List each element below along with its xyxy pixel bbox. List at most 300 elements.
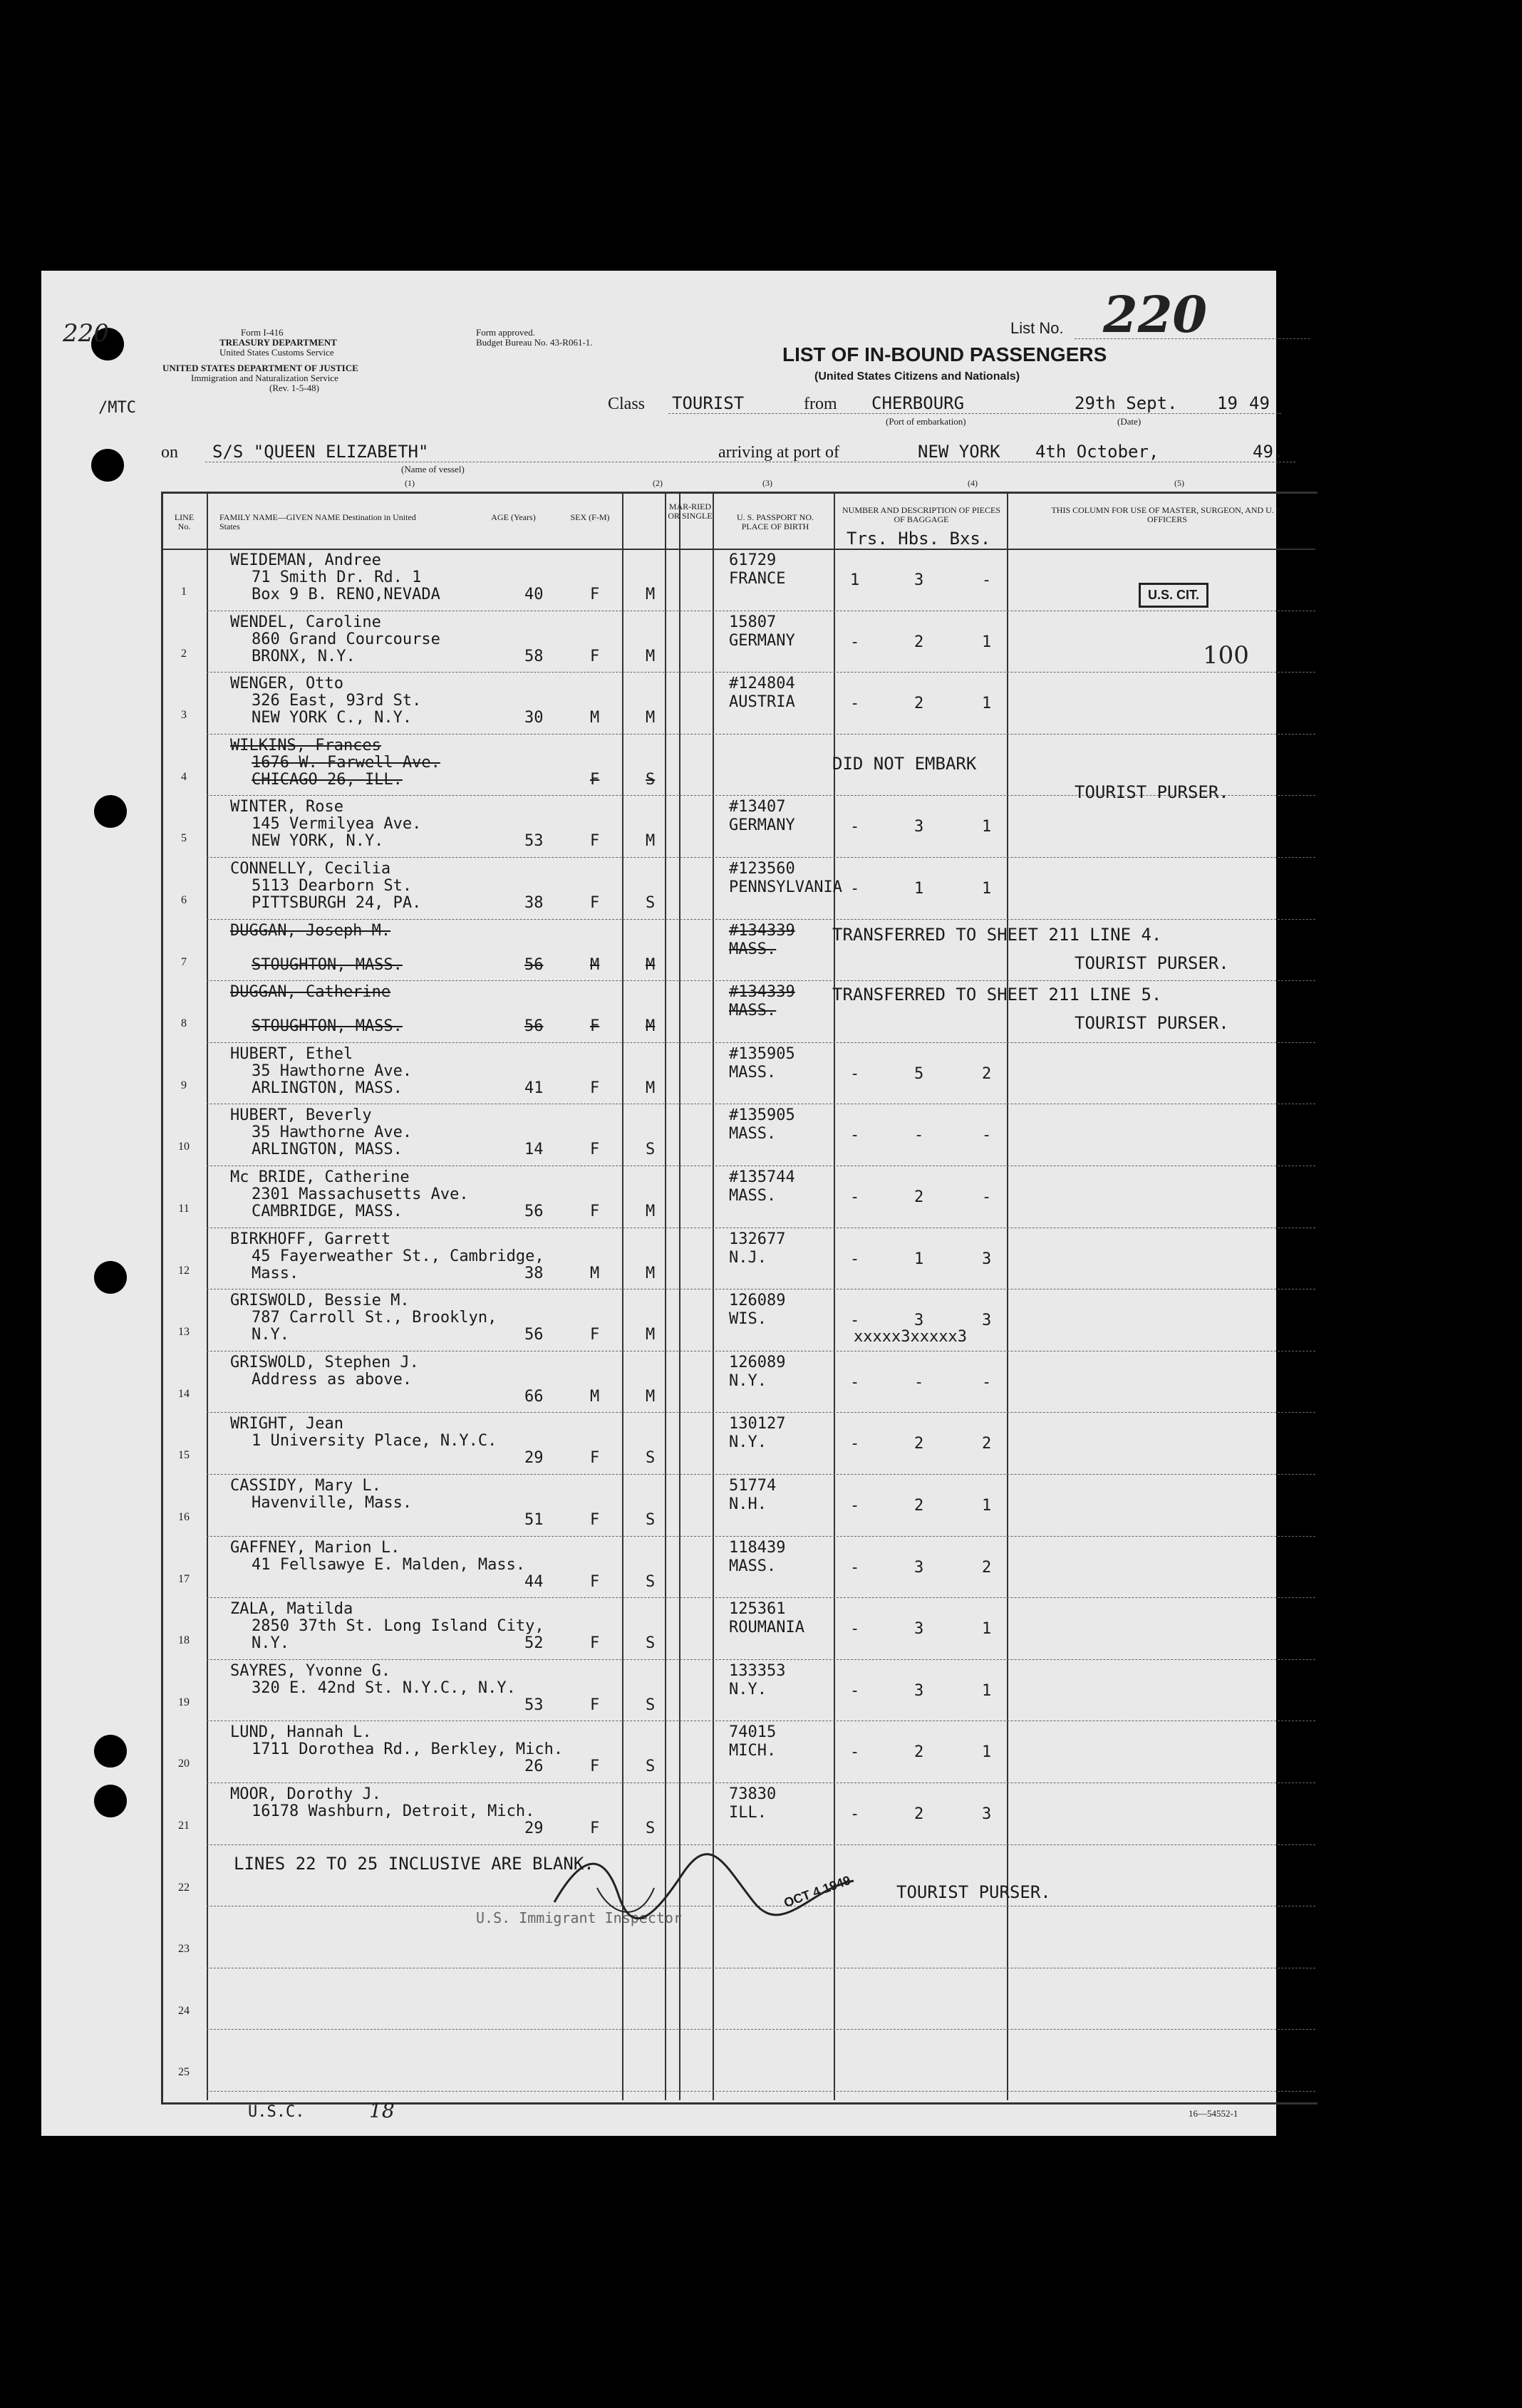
- passport-number: 15807: [729, 613, 777, 631]
- col-head-name: FAMILY NAME—GIVEN NAME Destination in United States: [219, 512, 416, 531]
- place-of-birth: MASS.: [729, 1187, 777, 1205]
- passenger-age: 53: [524, 832, 544, 851]
- row-divider: [207, 1782, 1315, 1783]
- marital-status: M: [646, 586, 656, 603]
- passport-number: #135905: [729, 1106, 795, 1125]
- row-divider: [207, 1412, 1315, 1413]
- passenger-age: 29: [524, 1820, 544, 1837]
- arrival-date: 4th October,: [1035, 442, 1159, 462]
- passenger-age: 56: [524, 1326, 544, 1344]
- line-number: 10: [178, 1141, 190, 1153]
- list-no-label: List No.: [1010, 319, 1064, 337]
- passenger-address: 2301 Massachusetts Ave.: [252, 1185, 469, 1203]
- col-head-sex: SEX (F-M): [570, 512, 610, 522]
- row-divider: [207, 672, 1315, 673]
- passenger-city: Mass.: [252, 1264, 299, 1282]
- line-number: 17: [178, 1572, 190, 1585]
- marital-status: M: [646, 1326, 656, 1344]
- baggage-boxes: 1: [982, 1681, 992, 1700]
- baggage-trunks: -: [850, 880, 860, 898]
- marital-status: M: [646, 1079, 656, 1097]
- baggage-handbags: 2: [914, 633, 924, 651]
- purser-signature-label: TOURIST PURSER.: [896, 1882, 1051, 1902]
- passenger-sex: F: [590, 1634, 600, 1653]
- line-number: 18: [178, 1634, 190, 1647]
- passenger-age: 30: [524, 709, 544, 727]
- row-divider: [207, 980, 1315, 981]
- passenger-age: 56: [524, 1017, 544, 1036]
- passenger-age: 52: [524, 1634, 544, 1653]
- row-divider: [207, 2029, 1315, 2030]
- passenger-city: STOUGHTON, MASS.: [252, 1017, 403, 1036]
- col-label-2: (2): [653, 478, 663, 488]
- passenger-name: WINTER, Rose: [230, 798, 343, 816]
- passport-number: 61729: [729, 551, 777, 569]
- baggage-boxes: 1: [982, 1743, 992, 1762]
- passport-number: 126089: [729, 1292, 786, 1310]
- line-number: 7: [181, 955, 187, 968]
- passenger-age: 66: [524, 1387, 544, 1406]
- passenger-age: 56: [524, 955, 544, 974]
- place-of-birth: N.Y.: [729, 1433, 767, 1452]
- line-number: 8: [181, 1017, 187, 1030]
- baggage-trunks: -: [850, 1743, 860, 1762]
- punch-hole: [91, 449, 124, 482]
- baggage-trunks: -: [850, 1312, 860, 1330]
- place-of-birth: MASS.: [729, 1125, 777, 1143]
- margin-number: 220: [63, 319, 109, 348]
- row-divider: [207, 1042, 1315, 1043]
- passenger-address: 2850 37th St. Long Island City,: [252, 1617, 544, 1636]
- line-number: 13: [178, 1326, 190, 1339]
- transferred-note-4: TRANSFERRED TO SHEET 211 LINE 4.: [832, 925, 1162, 945]
- passenger-sex: F: [590, 1572, 600, 1591]
- baggage-handbags: -: [914, 1373, 924, 1391]
- place-of-birth: MICH.: [729, 1742, 777, 1760]
- marital-status: M: [646, 955, 656, 974]
- baggage-handbags: -: [914, 1126, 924, 1145]
- passenger-name: SAYRES, Yvonne G.: [230, 1661, 391, 1680]
- passenger-address: 787 Carroll St., Brooklyn,: [252, 1309, 497, 1327]
- passenger-city: CHICAGO 26, ILL.: [252, 770, 403, 789]
- passenger-sex: F: [590, 1079, 600, 1097]
- passport-number: #13407: [729, 798, 786, 816]
- list-no-line: [1075, 338, 1310, 339]
- vessel-caption: (Name of vessel): [401, 464, 465, 474]
- passenger-name: WRIGHT, Jean: [230, 1415, 343, 1433]
- passenger-age: 38: [524, 1264, 544, 1282]
- place-of-birth: N.J.: [729, 1248, 767, 1267]
- line-number: 14: [178, 1387, 190, 1400]
- line-number: 16: [178, 1511, 190, 1523]
- passenger-name: MOOR, Dorothy J.: [230, 1785, 381, 1803]
- baggage-boxes: -: [982, 1373, 992, 1391]
- year-value: 49: [1249, 393, 1270, 413]
- passenger-city: N.Y.: [252, 1634, 289, 1653]
- from-label: from: [804, 395, 837, 413]
- passport-number: #135744: [729, 1168, 795, 1186]
- baggage-handbags: 3: [914, 1558, 924, 1577]
- passenger-name: HUBERT, Beverly: [230, 1106, 372, 1125]
- marital-status: S: [646, 770, 656, 789]
- arrival-port: NEW YORK: [918, 442, 1000, 462]
- place-of-birth: N.Y.: [729, 1371, 767, 1390]
- baggage-handbags: 2: [914, 1435, 924, 1453]
- passenger-name: HUBERT, Ethel: [230, 1044, 353, 1063]
- note-100: 100: [1203, 641, 1249, 670]
- passenger-name: CASSIDY, Mary L.: [230, 1477, 381, 1495]
- passenger-address: Address as above.: [252, 1370, 413, 1389]
- purser-note-4: TOURIST PURSER.: [1075, 782, 1229, 802]
- passenger-city: CAMBRIDGE, MASS.: [252, 1203, 403, 1220]
- passenger-name: WILKINS, Frances: [230, 736, 381, 754]
- place-of-birth: AUSTRIA: [729, 693, 795, 712]
- baggage-handbags: 3: [914, 1312, 924, 1330]
- passport-number: #124804: [729, 675, 795, 693]
- place-of-birth: N.H.: [729, 1495, 767, 1513]
- line-number: 4: [181, 770, 187, 783]
- passport-number: 118439: [729, 1538, 786, 1557]
- vessel-name: S/S "QUEEN ELIZABETH": [212, 442, 429, 462]
- line-number: 12: [178, 1264, 190, 1277]
- row-divider: [207, 1474, 1315, 1475]
- passenger-age: 41: [524, 1079, 544, 1097]
- baggage-trunks: -: [850, 1805, 860, 1823]
- passport-number: #134339: [729, 983, 795, 1002]
- passenger-age: 26: [524, 1758, 544, 1776]
- line-number: 23: [178, 1943, 190, 1956]
- passport-number: 73830: [729, 1785, 777, 1803]
- marital-status: S: [646, 1511, 656, 1529]
- passenger-sex: M: [590, 955, 600, 974]
- passenger-city: PITTSBURGH 24, PA.: [252, 894, 422, 912]
- row-divider: [207, 1536, 1315, 1537]
- baggage-trunks: -: [850, 1250, 860, 1268]
- passenger-name: DUGGAN, Catherine: [230, 983, 391, 1002]
- purser-note-8: TOURIST PURSER.: [1075, 1013, 1229, 1033]
- date-stamp: OCT 4 1949: [782, 1872, 853, 1911]
- col-head-married: MAR-RIED OR SINGLE: [668, 502, 713, 521]
- inspector-signature: [540, 1845, 896, 1931]
- class-line: [668, 413, 1281, 414]
- row-divider: [207, 919, 1315, 920]
- passenger-age: 40: [524, 586, 544, 603]
- revision: (Rev. 1-5-48): [269, 383, 319, 393]
- marital-status: M: [646, 1017, 656, 1036]
- col-label-3: (3): [762, 478, 772, 488]
- on-label: on: [161, 443, 178, 462]
- col-label-1: (1): [405, 478, 415, 488]
- passenger-address: 320 E. 42nd St. N.Y.C., N.Y.: [252, 1678, 516, 1697]
- footer-number: 18: [369, 2099, 395, 2122]
- baggage-trunks: -: [850, 1681, 860, 1700]
- embark-date: 29th Sept.: [1075, 393, 1178, 413]
- passenger-address: 41 Fellsawye E. Malden, Mass.: [252, 1555, 526, 1574]
- passenger-sex: F: [590, 1017, 600, 1036]
- marital-status: S: [646, 1820, 656, 1837]
- baggage-trunks: -: [850, 633, 860, 651]
- marital-status: S: [646, 1634, 656, 1653]
- baggage-trunks: -: [850, 1558, 860, 1577]
- col-head-age: AGE (Years): [491, 512, 536, 522]
- place-of-birth: GERMANY: [729, 631, 795, 650]
- passenger-age: 44: [524, 1572, 544, 1591]
- passenger-name: ZALA, Matilda: [230, 1600, 353, 1619]
- marital-status: S: [646, 1141, 656, 1159]
- marital-status: S: [646, 894, 656, 912]
- passenger-name: WEIDEMAN, Andree: [230, 551, 381, 569]
- passenger-sex: F: [590, 1696, 600, 1714]
- passenger-city: N.Y.: [252, 1326, 289, 1344]
- passenger-city: BRONX, N.Y.: [252, 647, 356, 665]
- passenger-age: 51: [524, 1511, 544, 1529]
- passport-number: #123560: [729, 860, 795, 878]
- place-of-birth: MASS.: [729, 1002, 777, 1020]
- baggage-handbags: 2: [914, 1497, 924, 1515]
- place-of-birth: N.Y.: [729, 1680, 767, 1698]
- us-citizen-stamp: U.S. CIT.: [1139, 583, 1208, 608]
- marital-status: M: [646, 709, 656, 727]
- passenger-age: 38: [524, 894, 544, 912]
- ins-label: Immigration and Naturalization Service: [191, 373, 338, 383]
- baggage-boxes: -: [982, 1126, 992, 1145]
- passenger-address: 71 Smith Dr. Rd. 1: [252, 569, 422, 586]
- marital-status: S: [646, 1449, 656, 1468]
- marital-status: S: [646, 1696, 656, 1714]
- baggage-boxes: 3: [982, 1805, 992, 1823]
- passenger-sex: F: [590, 832, 600, 851]
- passenger-address: 1711 Dorothea Rd., Berkley, Mich.: [252, 1740, 564, 1759]
- passenger-sex: F: [590, 647, 600, 665]
- passenger-name: GAFFNEY, Marion L.: [230, 1538, 400, 1557]
- place-of-birth: MASS.: [729, 1063, 777, 1081]
- baggage-trunks: -: [850, 1435, 860, 1453]
- date-caption: (Date): [1117, 416, 1142, 427]
- baggage-trunks: -: [850, 1620, 860, 1639]
- passenger-age: 56: [524, 1203, 544, 1220]
- passenger-sex: F: [590, 586, 600, 603]
- inspector-label: U.S. Immigrant Inspector: [476, 1909, 682, 1926]
- baggage-handbags: 3: [914, 818, 924, 836]
- passenger-sex: F: [590, 1758, 600, 1776]
- baggage-trunks: -: [850, 1373, 860, 1391]
- treasury-label: TREASURY DEPARTMENT: [219, 337, 337, 348]
- class-label: Class: [608, 395, 646, 413]
- did-not-embark-note: DID NOT EMBARK: [832, 754, 977, 774]
- line-number: 21: [178, 1820, 190, 1832]
- margin-note: /MTC: [98, 399, 136, 417]
- passenger-name: GRISWOLD, Bessie M.: [230, 1292, 410, 1310]
- baggage-handbags: 3: [914, 1681, 924, 1700]
- passenger-sex: F: [590, 1820, 600, 1837]
- col-head-officers: THIS COLUMN FOR USE OF MASTER, SURGEON, AND U. S. OFFICERS: [1051, 505, 1283, 524]
- passenger-name: CONNELLY, Cecilia: [230, 860, 391, 878]
- baggage-handbags: 3: [914, 571, 924, 589]
- passenger-address: 860 Grand Courcourse: [252, 630, 440, 648]
- passenger-sex: F: [590, 1449, 600, 1468]
- marital-status: M: [646, 1203, 656, 1220]
- passenger-address: 16178 Washburn, Detroit, Mich.: [252, 1802, 535, 1820]
- passport-number: 132677: [729, 1230, 786, 1248]
- place-of-birth: GERMANY: [729, 816, 795, 835]
- row-divider: [207, 734, 1315, 735]
- passenger-name: BIRKHOFF, Garrett: [230, 1230, 391, 1248]
- port-caption: (Port of embarkation): [886, 416, 966, 427]
- baggage-handbags: 2: [914, 1805, 924, 1823]
- col-head-line: LINE No.: [174, 512, 195, 531]
- marital-status: M: [646, 1264, 656, 1282]
- baggage-boxes: 1: [982, 880, 992, 898]
- header-divider: [161, 549, 1315, 550]
- line-number: 6: [181, 894, 187, 906]
- marital-status: M: [646, 1387, 656, 1406]
- form-approved: Form approved.: [476, 327, 536, 338]
- baggage-handbags: 2: [914, 1743, 924, 1762]
- passenger-name: GRISWOLD, Stephen J.: [230, 1353, 419, 1371]
- passenger-sex: M: [590, 709, 600, 727]
- passenger-age: 29: [524, 1449, 544, 1468]
- place-of-birth: ROUMANIA: [729, 1619, 804, 1637]
- passport-number: 130127: [729, 1415, 786, 1433]
- passenger-sex: M: [590, 1264, 600, 1282]
- baggage-boxes: 1: [982, 1620, 992, 1639]
- passenger-sex: F: [590, 1203, 600, 1220]
- passport-number: 51774: [729, 1477, 777, 1495]
- line-number: 3: [181, 709, 187, 722]
- line-number: 22: [178, 1881, 190, 1894]
- line-number: 2: [181, 647, 187, 660]
- arriving-label: arriving at port of: [718, 443, 839, 462]
- baggage-boxes: -: [982, 571, 992, 589]
- col-label-5: (5): [1174, 478, 1184, 488]
- passport-number: 126089: [729, 1353, 786, 1371]
- passenger-city: Box 9 B. RENO,NEVADA: [252, 586, 440, 603]
- passport-number: 125361: [729, 1600, 786, 1619]
- punch-hole: [94, 1261, 127, 1294]
- passenger-address: Havenville, Mass.: [252, 1494, 413, 1512]
- passenger-age: 53: [524, 1696, 544, 1714]
- baggage-boxes: -: [982, 1188, 992, 1206]
- page-subtitle: (United States Citizens and Nationals): [814, 370, 1020, 383]
- passenger-address: 35 Hawthorne Ave.: [252, 1062, 413, 1080]
- passenger-address: 326 East, 93rd St.: [252, 692, 422, 710]
- place-of-birth: MASS.: [729, 1557, 777, 1575]
- passenger-sex: F: [590, 770, 600, 789]
- punch-hole: [94, 1785, 127, 1817]
- baggage-handbags: 1: [914, 1250, 924, 1268]
- passenger-list-sheet: [41, 271, 1284, 2136]
- page-title: LIST OF IN-BOUND PASSENGERS: [782, 343, 1107, 365]
- line-number: 19: [178, 1696, 190, 1708]
- baggage-boxes: 1: [982, 1497, 992, 1515]
- baggage-trunks: -: [850, 695, 860, 713]
- passport-number: 74015: [729, 1723, 777, 1742]
- purser-note-7: TOURIST PURSER.: [1075, 953, 1229, 973]
- row-divider: [207, 2091, 1315, 2092]
- passenger-city: ARLINGTON, MASS.: [252, 1141, 403, 1159]
- place-of-birth: WIS.: [729, 1310, 767, 1329]
- passenger-city: ARLINGTON, MASS.: [252, 1079, 403, 1097]
- passenger-sex: F: [590, 1326, 600, 1344]
- transferred-note-5: TRANSFERRED TO SHEET 211 LINE 5.: [832, 985, 1162, 1005]
- line-number: 15: [178, 1449, 190, 1462]
- baggage-boxes: 2: [982, 1435, 992, 1453]
- marital-status: M: [646, 832, 656, 851]
- col-label-4: (4): [968, 478, 978, 488]
- passenger-sex: F: [590, 1141, 600, 1159]
- place-of-birth: PENNSYLVANIA: [729, 878, 842, 896]
- passenger-address: 145 Vermilyea Ave.: [252, 815, 422, 834]
- lines-blank-note: LINES 22 TO 25 INCLUSIVE ARE BLANK.: [234, 1854, 594, 1874]
- marital-status: S: [646, 1572, 656, 1591]
- passenger-address: 45 Fayerweather St., Cambridge,: [252, 1247, 544, 1265]
- passenger-city: NEW YORK, N.Y.: [252, 832, 384, 851]
- line-number: 9: [181, 1079, 187, 1091]
- budget-bureau: Budget Bureau No. 43-R061-1.: [476, 337, 593, 348]
- passenger-name: WENGER, Otto: [230, 675, 343, 693]
- line-number: 25: [178, 2066, 190, 2079]
- baggage-boxes: 1: [982, 818, 992, 836]
- place-of-birth: MASS.: [729, 940, 777, 958]
- baggage-trunks: -: [850, 818, 860, 836]
- baggage-boxes: 2: [982, 1064, 992, 1083]
- baggage-trunks: -: [850, 1126, 860, 1145]
- row-divider: [207, 1597, 1315, 1598]
- passenger-address: 5113 Dearborn St.: [252, 877, 413, 895]
- passenger-name: DUGGAN, Joseph M.: [230, 921, 391, 940]
- passport-number: 133353: [729, 1661, 786, 1680]
- doj-label: UNITED STATES DEPARTMENT OF JUSTICE: [162, 363, 358, 373]
- passenger-sex: F: [590, 894, 600, 912]
- baggage-trunks: 1: [850, 571, 860, 589]
- embark-port: CHERBOURG: [871, 393, 965, 413]
- form-number: Form I-416: [241, 327, 284, 338]
- col-divider: [1007, 492, 1008, 2100]
- col-head-baggage-sub: Trs. Hbs. Bxs.: [847, 529, 991, 549]
- row-divider: [207, 857, 1315, 858]
- row-divider: [207, 1659, 1315, 1660]
- col-head-passport: U. S. PASSPORT NO. PLACE OF BIRTH: [737, 512, 814, 531]
- year-prefix: 19: [1217, 393, 1238, 413]
- footer-form-code: 16—54552-1: [1189, 2108, 1238, 2119]
- place-of-birth: ILL.: [729, 1804, 767, 1822]
- footer-usc: U.S.C.: [248, 2103, 305, 2121]
- baggage-handbags: 1: [914, 880, 924, 898]
- line-number: 20: [178, 1758, 190, 1770]
- baggage-boxes: 1: [982, 633, 992, 651]
- passport-number: #134339: [729, 921, 795, 940]
- list-number: 220: [1103, 285, 1208, 344]
- baggage-boxes: 2: [982, 1558, 992, 1577]
- passenger-city: NEW YORK C., N.Y.: [252, 709, 413, 727]
- col-head-baggage: NUMBER AND DESCRIPTION OF PIECES OF BAGGAGE: [842, 505, 1001, 524]
- baggage-boxes: 3: [982, 1250, 992, 1268]
- baggage-boxes: 3: [982, 1312, 992, 1330]
- passenger-name: LUND, Hannah L.: [230, 1723, 372, 1742]
- baggage-handbags: 2: [914, 1188, 924, 1206]
- baggage-handbags: 5: [914, 1064, 924, 1083]
- line-number: 1: [181, 586, 187, 598]
- customs-label: United States Customs Service: [219, 347, 334, 358]
- baggage-trunks: -: [850, 1188, 860, 1206]
- col-divider: [207, 492, 208, 2100]
- line-number: 5: [181, 832, 187, 845]
- passenger-address: 1676 W. Farwell Ave.: [252, 753, 440, 772]
- crossed-baggage: xxxxx3xxxxx3: [854, 1328, 967, 1346]
- marital-status: M: [646, 647, 656, 665]
- class-value: TOURIST: [672, 393, 745, 413]
- baggage-handbags: 2: [914, 695, 924, 713]
